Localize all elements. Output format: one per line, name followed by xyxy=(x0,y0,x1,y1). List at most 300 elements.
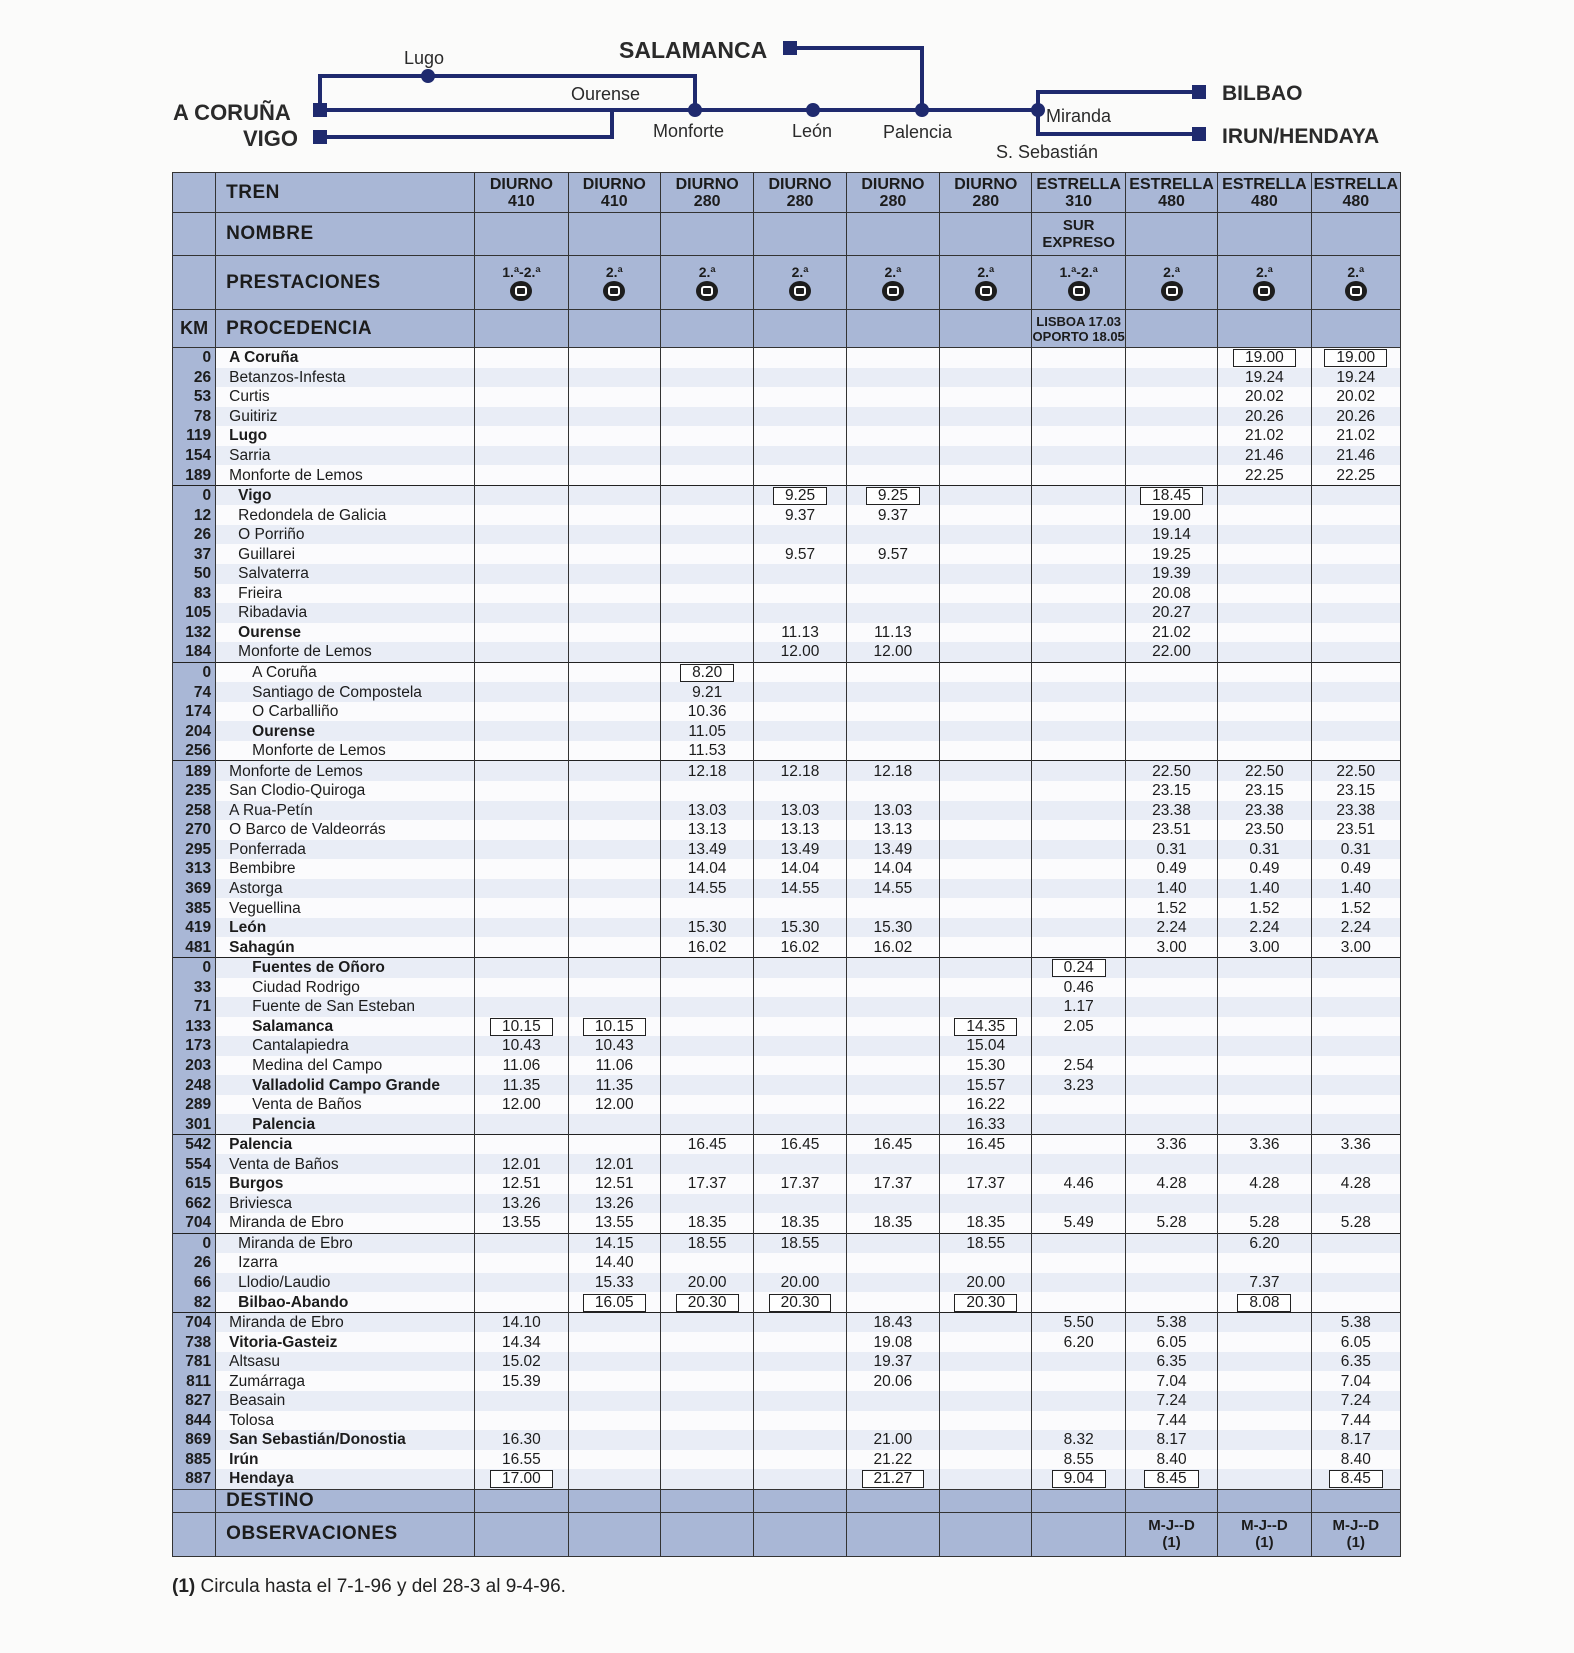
time-cell xyxy=(754,1391,846,1411)
time-value: 14.34 xyxy=(502,1333,541,1351)
time-cell xyxy=(475,1213,568,1233)
station-name: Medina del Campo xyxy=(216,1056,475,1076)
km-cell: 781 xyxy=(173,1352,216,1372)
time-value: 2.24 xyxy=(1340,919,1371,937)
time-cell xyxy=(660,1469,753,1489)
time-cell xyxy=(1032,1292,1125,1312)
table-row xyxy=(173,997,1401,1017)
time-cell xyxy=(1032,1154,1125,1174)
time-cell xyxy=(940,1095,1032,1115)
time-value: 5.38 xyxy=(1156,1314,1187,1332)
train-class: 2.ª xyxy=(791,264,809,280)
time-cell xyxy=(568,997,660,1017)
table-row xyxy=(173,820,1401,840)
table-row xyxy=(173,1273,1401,1293)
time-value: 14.15 xyxy=(594,1234,634,1252)
label-nombre: NOMBRE xyxy=(216,213,475,256)
observaciones-line: M-J--D xyxy=(1241,1517,1288,1535)
time-cell xyxy=(754,1174,846,1194)
table-row xyxy=(173,898,1401,918)
time-value: 11.13 xyxy=(874,623,912,641)
time-cell xyxy=(846,446,939,466)
time-value: 12.00 xyxy=(594,1096,634,1114)
time-cell xyxy=(475,898,568,918)
train-type: DIURNO xyxy=(954,175,1018,193)
train-class: 2.ª xyxy=(1163,264,1180,280)
terminal-salamanca-icon xyxy=(783,41,797,55)
km-cell: 50 xyxy=(173,564,216,584)
train-class: 2.ª xyxy=(977,264,995,280)
table-row xyxy=(173,781,1401,801)
time-cell xyxy=(660,859,753,879)
time-value: 0.31 xyxy=(1340,840,1371,858)
table-row xyxy=(173,1411,1401,1431)
time-cell xyxy=(1032,603,1125,623)
time-cell xyxy=(1218,859,1311,879)
table-row xyxy=(173,1469,1401,1489)
time-cell xyxy=(1032,1371,1125,1391)
station-name: Astorga xyxy=(216,879,475,899)
station-name: Vigo xyxy=(216,485,475,505)
time-cell xyxy=(1032,368,1125,388)
station-name: Betanzos-Infesta xyxy=(216,368,475,388)
time-cell xyxy=(1125,1292,1217,1312)
time-cell xyxy=(475,1174,568,1194)
time-cell xyxy=(1125,485,1217,505)
time-cell xyxy=(846,1332,939,1352)
station-name: Monforte de Lemos xyxy=(216,465,475,485)
time-cell xyxy=(846,879,939,899)
time-cell xyxy=(846,642,939,662)
time-cell xyxy=(1032,1391,1125,1411)
time-cell xyxy=(475,1154,568,1174)
time-value: 13.13 xyxy=(780,821,820,839)
time-cell xyxy=(1125,584,1217,604)
train-name-7 xyxy=(1125,213,1217,256)
time-cell xyxy=(1218,997,1311,1017)
time-cell xyxy=(754,879,846,899)
time-cell xyxy=(475,1095,568,1115)
time-value: 20.02 xyxy=(1245,388,1284,406)
time-cell xyxy=(1125,741,1217,761)
time-value: 21.22 xyxy=(873,1450,913,1468)
time-cell xyxy=(660,918,753,938)
time-cell xyxy=(940,957,1032,977)
train-prestaciones-8 xyxy=(1218,256,1311,310)
time-cell xyxy=(846,1134,939,1154)
time-cell xyxy=(1032,1017,1125,1037)
time-value: 22.50 xyxy=(1245,762,1284,780)
station-name: O Porriño xyxy=(216,525,475,545)
time-value: 19.00 xyxy=(1233,349,1296,367)
time-cell xyxy=(568,1114,660,1134)
time-cell xyxy=(1218,1017,1311,1037)
time-value: 20.27 xyxy=(1152,604,1191,622)
time-cell xyxy=(568,1213,660,1233)
time-cell xyxy=(660,525,753,545)
time-cell xyxy=(1125,426,1217,446)
station-name: A Coruña xyxy=(216,662,475,682)
time-cell xyxy=(475,1332,568,1352)
time-cell xyxy=(1032,1273,1125,1293)
time-cell xyxy=(1311,1075,1400,1095)
km-cell: 844 xyxy=(173,1411,216,1431)
time-cell xyxy=(940,1056,1032,1076)
time-cell xyxy=(568,1411,660,1431)
time-cell xyxy=(940,465,1032,485)
row-tren xyxy=(173,173,1401,213)
time-cell xyxy=(940,584,1032,604)
time-value: 8.55 xyxy=(1063,1450,1094,1468)
station-name: Vitoria-Gasteiz xyxy=(216,1332,475,1352)
time-cell xyxy=(1125,840,1217,860)
time-value: 16.45 xyxy=(966,1136,1006,1154)
km-cell: 119 xyxy=(173,426,216,446)
time-cell xyxy=(1032,564,1125,584)
time-cell xyxy=(940,682,1032,702)
time-value: 8.08 xyxy=(1237,1294,1291,1312)
time-value: 11.05 xyxy=(688,722,726,740)
train-header-2 xyxy=(660,173,753,213)
time-cell xyxy=(568,584,660,604)
time-cell xyxy=(940,1036,1032,1056)
time-cell xyxy=(754,1312,846,1332)
time-cell xyxy=(1311,918,1400,938)
time-value: 18.35 xyxy=(873,1214,913,1232)
time-cell xyxy=(660,978,753,998)
time-cell xyxy=(846,1430,939,1450)
time-cell xyxy=(1218,761,1311,781)
km-cell: 133 xyxy=(173,1017,216,1037)
time-value: 22.00 xyxy=(1152,643,1191,661)
time-cell xyxy=(568,407,660,427)
observaciones-line: (1) xyxy=(1255,1534,1274,1552)
time-cell xyxy=(660,446,753,466)
time-cell xyxy=(846,1174,939,1194)
table-row xyxy=(173,1253,1401,1273)
time-cell xyxy=(1125,407,1217,427)
km-cell: 481 xyxy=(173,937,216,957)
time-value: 0.24 xyxy=(1052,959,1106,977)
time-cell xyxy=(475,1056,568,1076)
time-cell xyxy=(568,801,660,821)
time-value: 6.35 xyxy=(1156,1353,1187,1371)
time-cell xyxy=(846,761,939,781)
footnote xyxy=(172,1576,566,1598)
time-cell xyxy=(940,898,1032,918)
train-number: 310 xyxy=(1065,192,1092,210)
time-cell xyxy=(475,1411,568,1431)
time-cell xyxy=(1311,898,1400,918)
table-row xyxy=(173,603,1401,623)
time-value: 17.37 xyxy=(966,1175,1006,1193)
time-value: 10.15 xyxy=(490,1018,553,1036)
table-row xyxy=(173,1017,1401,1037)
time-cell xyxy=(1311,485,1400,505)
km-cell: 270 xyxy=(173,820,216,840)
time-cell xyxy=(754,1154,846,1174)
time-cell xyxy=(940,1075,1032,1095)
time-cell xyxy=(475,1017,568,1037)
train-header-9 xyxy=(1311,173,1400,213)
train-destino-3 xyxy=(754,1489,846,1512)
train-type: ESTRELLA xyxy=(1222,175,1307,193)
time-value: 21.02 xyxy=(1245,427,1284,445)
km-cell: 419 xyxy=(173,918,216,938)
time-value: 16.45 xyxy=(687,1136,727,1154)
time-cell xyxy=(846,348,939,368)
time-cell xyxy=(475,721,568,741)
time-cell xyxy=(568,1352,660,1372)
time-cell xyxy=(1032,446,1125,466)
time-cell xyxy=(846,721,939,741)
time-value: 11.53 xyxy=(688,742,726,760)
time-value: 16.33 xyxy=(966,1115,1006,1133)
time-cell xyxy=(940,1391,1032,1411)
time-cell xyxy=(1032,682,1125,702)
time-cell xyxy=(940,741,1032,761)
time-cell xyxy=(1218,1312,1311,1332)
time-cell xyxy=(660,820,753,840)
time-cell xyxy=(846,525,939,545)
time-cell xyxy=(846,1095,939,1115)
station-name: Guitiriz xyxy=(216,407,475,427)
time-cell xyxy=(1032,1233,1125,1253)
time-value: 22.50 xyxy=(1336,762,1376,780)
time-cell xyxy=(846,1114,939,1134)
time-cell xyxy=(568,978,660,998)
time-value: 1.52 xyxy=(1340,899,1371,917)
time-cell xyxy=(660,1056,753,1076)
time-cell xyxy=(660,1017,753,1037)
time-cell xyxy=(754,348,846,368)
time-cell xyxy=(1032,937,1125,957)
train-procedencia-8 xyxy=(1218,310,1311,348)
time-cell xyxy=(1032,1469,1125,1489)
time-value: 12.18 xyxy=(873,762,913,780)
train-number: 280 xyxy=(972,192,1000,210)
time-value: 19.24 xyxy=(1245,368,1284,386)
km-cell: 37 xyxy=(173,544,216,564)
cafeteria-icon xyxy=(510,281,532,301)
time-cell xyxy=(1218,918,1311,938)
time-cell xyxy=(568,879,660,899)
time-cell xyxy=(1218,1213,1311,1233)
time-value: 16.30 xyxy=(502,1431,541,1449)
time-cell xyxy=(940,1273,1032,1293)
row-procedencia xyxy=(173,310,1401,348)
time-value: 9.25 xyxy=(866,487,920,505)
time-value: 1.40 xyxy=(1249,880,1280,898)
time-cell xyxy=(940,348,1032,368)
train-observaciones-1 xyxy=(568,1512,660,1556)
km-cell: 827 xyxy=(173,1391,216,1411)
time-cell xyxy=(754,1213,846,1233)
train-type: DIURNO xyxy=(861,175,925,193)
time-cell xyxy=(1032,348,1125,368)
station-name: Izarra xyxy=(216,1253,475,1273)
time-value: 13.55 xyxy=(502,1214,541,1232)
station-monforte-icon xyxy=(688,103,702,117)
time-cell xyxy=(660,1134,753,1154)
time-value: 15.57 xyxy=(966,1076,1006,1094)
time-cell xyxy=(475,1194,568,1214)
time-cell xyxy=(568,642,660,662)
time-value: 13.26 xyxy=(502,1194,541,1212)
time-cell xyxy=(846,1292,939,1312)
time-cell xyxy=(1218,1036,1311,1056)
time-value: 22.50 xyxy=(1152,762,1191,780)
time-cell xyxy=(940,623,1032,643)
terminal-irun-icon xyxy=(1192,127,1206,141)
map-label-miranda: Miranda xyxy=(1046,106,1112,126)
train-name-3 xyxy=(754,213,846,256)
time-cell xyxy=(1218,1174,1311,1194)
time-value: 3.00 xyxy=(1340,938,1371,956)
train-destino-2 xyxy=(660,1489,753,1512)
time-cell xyxy=(568,840,660,860)
time-cell xyxy=(846,1233,939,1253)
time-cell xyxy=(846,564,939,584)
time-cell xyxy=(475,407,568,427)
time-value: 0.31 xyxy=(1156,840,1187,858)
time-cell xyxy=(475,426,568,446)
time-cell xyxy=(1311,348,1400,368)
time-cell xyxy=(475,1292,568,1312)
time-cell xyxy=(846,1469,939,1489)
time-value: 9.25 xyxy=(773,487,827,505)
time-cell xyxy=(940,1312,1032,1332)
time-cell xyxy=(1032,1332,1125,1352)
time-cell xyxy=(754,1450,846,1470)
time-cell xyxy=(1311,1352,1400,1372)
time-cell xyxy=(846,702,939,722)
time-cell xyxy=(1032,1036,1125,1056)
time-value: 8.17 xyxy=(1340,1431,1371,1449)
time-cell xyxy=(660,1450,753,1470)
time-value: 4.28 xyxy=(1249,1175,1280,1193)
time-cell xyxy=(1032,801,1125,821)
time-cell xyxy=(1125,721,1217,741)
train-observaciones-0 xyxy=(475,1512,568,1556)
km-cell: 301 xyxy=(173,1114,216,1134)
time-cell xyxy=(1125,368,1217,388)
km-cell: 26 xyxy=(173,525,216,545)
time-value: 0.49 xyxy=(1340,860,1371,878)
time-cell xyxy=(660,544,753,564)
table-row xyxy=(173,1174,1401,1194)
station-name: Lugo xyxy=(216,426,475,446)
train-type: DIURNO xyxy=(768,175,832,193)
station-name: O Barco de Valdeorrás xyxy=(216,820,475,840)
time-cell xyxy=(1125,505,1217,525)
time-cell xyxy=(754,1017,846,1037)
time-cell xyxy=(660,426,753,446)
time-value: 22.25 xyxy=(1245,466,1284,484)
time-cell xyxy=(475,1233,568,1253)
station-name: Briviesca xyxy=(216,1194,475,1214)
time-cell xyxy=(568,702,660,722)
time-cell xyxy=(475,348,568,368)
table-row xyxy=(173,1154,1401,1174)
time-value: 12.51 xyxy=(594,1175,634,1193)
time-value: 1.17 xyxy=(1063,998,1094,1016)
time-cell xyxy=(568,918,660,938)
time-cell xyxy=(1125,978,1217,998)
time-value: 7.37 xyxy=(1249,1273,1280,1291)
train-observaciones-6 xyxy=(1032,1512,1125,1556)
time-cell xyxy=(660,662,753,682)
table-row xyxy=(173,505,1401,525)
table-row xyxy=(173,879,1401,899)
time-value: 8.45 xyxy=(1144,1470,1198,1488)
time-cell xyxy=(1218,721,1311,741)
label-km: KM xyxy=(173,310,216,348)
time-cell xyxy=(1032,1253,1125,1273)
station-name: Ciudad Rodrigo xyxy=(216,978,475,998)
train-procedencia-7 xyxy=(1125,310,1217,348)
map-label-palencia: Palencia xyxy=(883,122,953,142)
row-nombre xyxy=(173,213,1401,256)
time-value: 15.30 xyxy=(687,919,727,937)
time-cell xyxy=(846,1411,939,1431)
train-prestaciones-7 xyxy=(1125,256,1217,310)
time-cell xyxy=(754,898,846,918)
time-cell xyxy=(1032,978,1125,998)
train-prestaciones-5 xyxy=(940,256,1032,310)
time-cell xyxy=(754,525,846,545)
time-value: 9.37 xyxy=(784,506,816,524)
km-cell: 542 xyxy=(173,1134,216,1154)
time-cell xyxy=(568,1075,660,1095)
time-cell xyxy=(940,485,1032,505)
time-cell xyxy=(1311,368,1400,388)
station-name: Sahagún xyxy=(216,937,475,957)
time-cell xyxy=(1125,1213,1217,1233)
table-row xyxy=(173,978,1401,998)
time-cell xyxy=(1125,1253,1217,1273)
time-cell xyxy=(475,918,568,938)
time-cell xyxy=(1311,505,1400,525)
time-cell xyxy=(1311,937,1400,957)
station-name: Hendaya xyxy=(216,1469,475,1489)
time-cell xyxy=(660,682,753,702)
time-cell xyxy=(754,407,846,427)
time-value: 12.00 xyxy=(873,643,913,661)
time-value: 14.04 xyxy=(780,860,820,878)
time-cell xyxy=(1218,348,1311,368)
time-cell xyxy=(568,446,660,466)
time-cell xyxy=(1125,1154,1217,1174)
time-cell xyxy=(475,702,568,722)
time-cell xyxy=(940,544,1032,564)
time-value: 19.00 xyxy=(1152,506,1191,524)
cafeteria-icon xyxy=(696,281,718,301)
time-cell xyxy=(754,1036,846,1056)
time-cell xyxy=(754,426,846,446)
time-value: 19.14 xyxy=(1152,526,1191,544)
time-value: 4.28 xyxy=(1340,1175,1371,1193)
time-value: 19.39 xyxy=(1152,565,1191,583)
time-cell xyxy=(940,840,1032,860)
time-value: 10.43 xyxy=(502,1037,541,1055)
time-cell xyxy=(1311,1174,1400,1194)
time-cell xyxy=(1218,1352,1311,1372)
time-value: 1.52 xyxy=(1156,899,1187,917)
time-value: 20.00 xyxy=(780,1273,820,1291)
train-destino-7 xyxy=(1125,1489,1217,1512)
time-cell xyxy=(660,1233,753,1253)
